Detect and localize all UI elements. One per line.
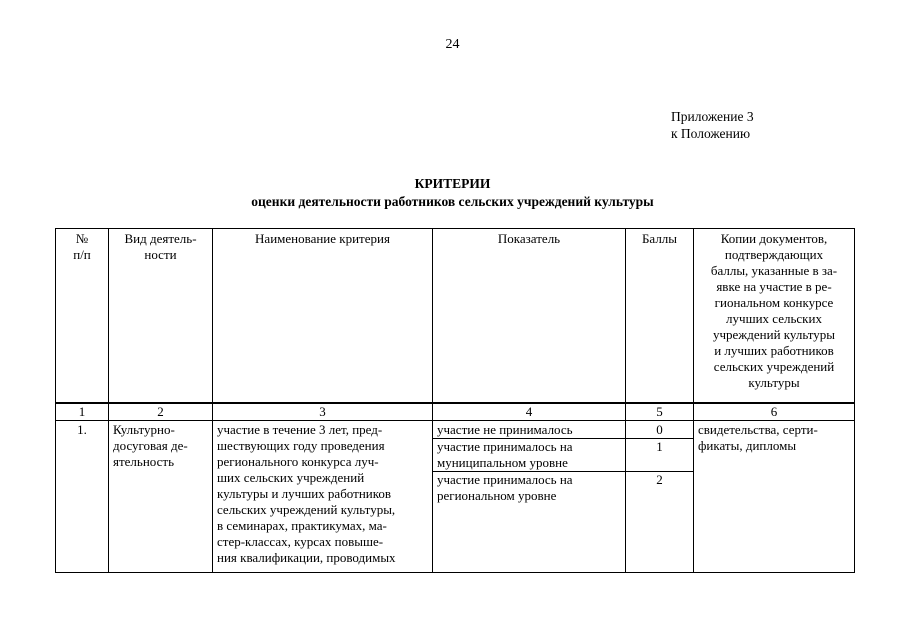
criteria-table <box>55 228 855 573</box>
column-number: 1 <box>56 403 109 421</box>
table-header-row <box>56 229 855 404</box>
column-number: 5 <box>626 403 694 421</box>
header-criterion: Наименование критерия <box>213 229 433 404</box>
column-number: 3 <box>213 403 433 421</box>
header-documents: Копии документов, подтверждающих баллы, указанные в за- явке на участие в ре- гиональном конкурсе лучших сельских учреждений культуры и лучших работников сельских учреждений культуры <box>694 229 855 404</box>
indicator-cell: участие принималось на муниципальном уровне <box>433 439 626 472</box>
points-cell: 1 <box>626 439 694 472</box>
document-title: КРИТЕРИИ <box>414 176 491 191</box>
appendix-note <box>671 108 754 142</box>
header-num: № п/п <box>56 229 109 404</box>
column-number: 4 <box>433 403 626 421</box>
documents-cell: свидетельства, серти- фикаты, дипломы <box>694 421 855 573</box>
indicator-cell: участие принималось на региональном уровне <box>433 472 626 573</box>
column-number: 2 <box>109 403 213 421</box>
header-points: Баллы <box>626 229 694 404</box>
document-subtitle: оценки деятельности работников сельских учреждений культуры <box>251 194 654 209</box>
table-row <box>56 421 855 439</box>
activity-cell: Культурно- досуговая де- ятельность <box>109 421 213 573</box>
appendix-line-1: Приложение 3 <box>671 109 754 124</box>
row-number: 1. <box>56 421 109 573</box>
appendix-line-2: к Положению <box>671 126 751 141</box>
indicator-cell: участие не принималось <box>433 421 626 439</box>
column-number-row <box>56 403 855 421</box>
header-activity: Вид деятель- ности <box>109 229 213 404</box>
page-number: 24 <box>445 37 460 52</box>
column-number: 6 <box>694 403 855 421</box>
criterion-cell: участие в течение 3 лет, пред- шествующих году проведения регионального конкурса луч- ших сельских учреждений культуры и лучших работников сельских учреждений культуры, в семинарах, практикумах, ма- стер-классах, курсах повыше- ния квалификации, проводимых <box>213 421 433 573</box>
header-indicator: Показатель <box>433 229 626 404</box>
points-cell: 0 <box>626 421 694 439</box>
points-cell: 2 <box>626 472 694 573</box>
